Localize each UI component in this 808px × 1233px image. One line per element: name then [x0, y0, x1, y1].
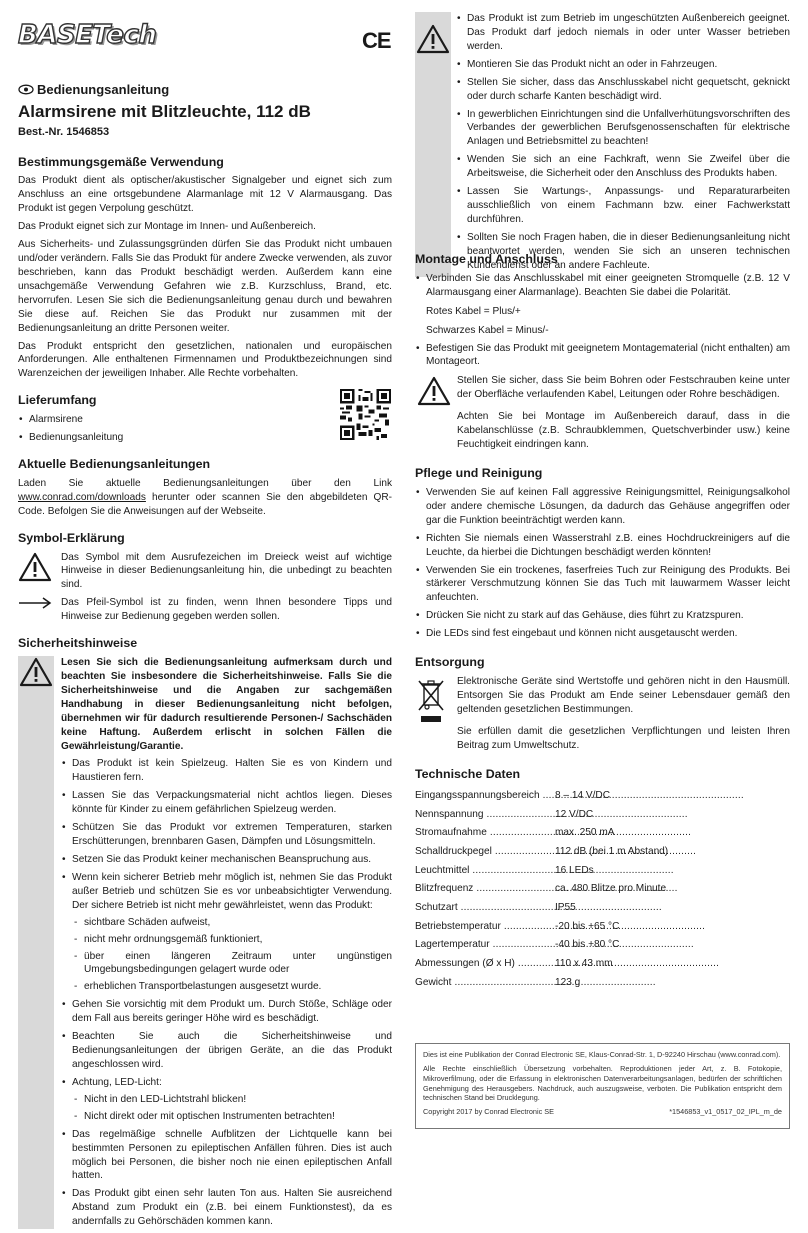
list-item: • Montieren Sie das Produkt nicht an oder in Fahrzeugen.: [456, 58, 790, 72]
spec-row: [415, 899, 790, 918]
ce-mark: CE: [362, 28, 391, 53]
spec-row: [415, 805, 790, 824]
spec-row: [415, 880, 790, 899]
list-item: • Das Produkt ist kein Spielzeug. Halten Sie es von Kindern und Haustieren fern.: [61, 757, 392, 785]
disposal-text: Elektronische Geräte sind Wertstoffe und gehören nicht in den Hausmüll. Entsorgen Sie das Produkt am Ende seiner Lebensdauer gemäß den geltenden gesetzlichen Bestimmungen.: [457, 675, 790, 715]
list-item: • Bedienungsanleitung: [18, 431, 392, 445]
spec-label: Lagertemperatur .....: [415, 938, 553, 952]
list-item: • Gehen Sie vorsichtig mit dem Produkt um. Durch Stöße, Schläge oder dem Fall aus bereits geringer Höhe wird es beschädigt.: [61, 998, 392, 1026]
eye-icon: [18, 84, 34, 95]
footer-line: Alle Rechte einschließlich Übersetzung vorbehalten. Reproduktionen jeder Art, z. B. Fotokopie, Mikroverfilmung, oder die Erfassung in elektronischen Datenverarbeitungsanlagen, bedürfen der schriftlichen Genehmigung des Herausgebers. Nachdruck, auch auszugsweise, verboten. Die Publikation entspricht dem technischen Stand bei Drucklegung.: [423, 1063, 782, 1103]
safety-heading: Sicherheitshinweise: [18, 636, 138, 651]
spec-value: 8 – 14 V/DC: [555, 789, 610, 801]
mounting-list: [415, 272, 790, 370]
list-item: • Die LEDs sind fest eingebaut und können nicht ausgetauscht werden.: [415, 627, 790, 641]
spec-row: [415, 786, 790, 805]
spec-row: [415, 955, 790, 974]
sub-item: - über einen längeren Zeitraum unter ungünstigen Umgebungsbedingungen gelagert wurde oder: [72, 950, 392, 978]
spec-value: max. 250 mA: [555, 827, 615, 839]
spec-value: ca. 480 Blitze pro Minute: [555, 883, 667, 895]
spec-label: Gewicht .....: [415, 976, 553, 990]
copyright: Copyright 2017 by Conrad Electronic SE: [423, 1107, 555, 1117]
symbols-heading: Symbol-Erklärung: [18, 530, 125, 545]
arrow-icon: [18, 597, 52, 609]
spec-row: [415, 936, 790, 955]
spec-row: [415, 843, 790, 862]
paragraph: Laden Sie aktuelle Bedienungsanleitungen über den Link www.conrad.com/downloads herunter oder scannen Sie den abgebildeten QR-Code. Befolgen Sie die Anweisungen auf der Webseite.: [18, 477, 392, 517]
spec-row: [415, 917, 790, 936]
footer-line: Dies ist eine Publikation der Conrad Electronic SE, Klaus-Conrad-Str. 1, D-92240 Hirschau (www.conrad.com).: [423, 1050, 781, 1059]
red-cable-note: Rotes Kabel = Plus/+: [426, 305, 521, 317]
spec-label: Leuchtmittel .....: [415, 864, 553, 878]
spec-label: Eingangsspannungsbereich .....: [415, 789, 553, 803]
warning-icon: [19, 657, 53, 687]
safety-list-continued: [456, 12, 790, 273]
spec-label: Betriebstemperatur .....: [415, 920, 553, 934]
list-item: • Befestigen Sie das Produkt mit geeignetem Montagematerial (nicht enthalten) am Montageort.: [415, 342, 790, 370]
qr-code[interactable]: [340, 389, 391, 440]
spec-label: Abmessungen (Ø x H) .....: [415, 957, 553, 971]
brand-logo: BASETech: [18, 20, 157, 50]
list-item: • Verwenden Sie ein trockenes, faserfreies Tuch zur Reinigung des Produkts. Bei stärkerer Verschmutzung können Sie das Tuch mit lauwarmem Wasser leicht anfeuchten.: [415, 564, 790, 606]
disposal-heading: Entsorgung: [415, 655, 485, 670]
spec-value: 112 dB (bei 1 m Abstand): [555, 845, 669, 857]
spec-label: Schutzart .....: [415, 901, 553, 915]
arrow-symbol-text: Das Pfeil-Symbol ist zu finden, wenn Ihnen besondere Tipps und Hinweise zur Bedienung gegeben werden sollen.: [61, 597, 392, 623]
paragraph: Aus Sicherheits- und Zulassungsgründen dürfen Sie das Produkt nicht umbauen und/oder verändern. Falls Sie das Produkt für andere Zwecke verwenden, als zuvor beschrieben, kann das Produkt beschädigt werden. Außerdem kann eine unsachgemäße Verwendung Gefahren wie z.B. Kurzschluss, Brand, etc. hervorrufen. Lesen Sie sich die Bedienungsanleitung genau durch und bewahren Sie diese auf. Reichen Sie das Produkt nur zusammen mit der Bedienungsanleitung an dritte Personen weiter.: [18, 239, 392, 334]
list-item: • Richten Sie niemals einen Wasserstrahl z.B. eines Hochdruckreinigers auf die Leuchte, da hierbei die Dichtungen beschädigt werden könnten!: [415, 532, 790, 560]
manual-label: Bedienungsanleitung: [18, 81, 392, 99]
weee-bin-icon: [417, 679, 445, 725]
specs-table: [415, 786, 790, 992]
list-item: • Achtung, LED-Licht: - Nicht in den LED-Lichtstrahl blicken! - Nicht direkt oder mit optischen Instrumenten betrachten!: [61, 1076, 392, 1124]
safety-list: [61, 757, 392, 1229]
warning-icon: [416, 24, 450, 54]
list-item: • Lassen Sie das Verpackungsmaterial nicht achtlos liegen. Dieses könnte für Kinder zu einem gefährlichen Spielzeug werden.: [61, 789, 392, 817]
specs-heading: Technische Daten: [415, 766, 521, 781]
intended-use-heading: Bestimmungsgemäße Verwendung: [18, 154, 224, 169]
warning-symbol-text: Das Symbol mit dem Ausrufezeichen im Dreieck weist auf wichtige Hinweise in dieser Bedienungsanleitung hin, die unbedingt zu beachten sind.: [61, 551, 392, 591]
scope-heading: Lieferumfang: [18, 393, 97, 408]
spec-row: [415, 973, 790, 992]
list-item: • Alarmsirene: [18, 413, 392, 427]
list-item: • Wenn kein sicherer Betrieb mehr möglich ist, nehmen Sie das Produkt außer Betrieb und schützen Sie es vor unbeabsichtigter Verwendung. Der sichere Betrieb ist nicht mehr gewährleistet, wenn das Produkt: - sichtbare Schäden aufweist, - nicht mehr ordnungsgemäß funktioniert, - über einen längeren Zeitraum unter ungünstigen Umgebungsbedingungen gelagert wurde oder - erheblichen Transportbelastungen ausgesetzt wurde.: [61, 871, 392, 994]
page-title: Alarmsirene mit Blitzleuchte, 112 dB: [18, 101, 311, 121]
order-number: Best.-Nr. 1546853: [18, 126, 110, 139]
spec-label: Nennspannung .....: [415, 808, 553, 822]
list-item: • Stellen Sie sicher, dass das Anschlusskabel nicht gequetscht, geknickt oder durch scharfe Kanten beschädigt wird.: [456, 76, 790, 104]
disposal-text: Sie erfüllen damit die gesetzlichen Verpflichtungen und leisten Ihren Beitrag zum Umweltschutz.: [457, 725, 790, 751]
spec-value: -40 bis +80 °C: [555, 939, 620, 951]
list-item: • Beachten Sie auch die Sicherheitshinweise und Bedienungsanleitungen der übrigen Geräte, an die das Produkt angeschlossen wird.: [61, 1030, 392, 1072]
document-code: *1546853_v1_0517_02_IPL_m_de: [669, 1107, 782, 1117]
mounting-warning: Achten Sie bei Montage im Außenbereich darauf, dass in die Kabelanschlüsse (z.B. Schraubklemmen, Quetschverbinder usw.) keine Feuchtigkeit eindringen kann.: [457, 411, 790, 451]
spec-label: Blitzfrequenz .....: [415, 882, 553, 896]
safety-intro: Lesen Sie sich die Bedienungsanleitung aufmerksam durch und beachten Sie insbesondere die Sicherheitshinweise. Falls Sie die Sicherheitshinweise und die Angaben zur sachgemäßen Handhabung in dieser Bedienungsanleitung nicht befolgen, übernehmen wir für dadurch resultierende Personen-/ Sachschäden keine Haftung. Außerdem erlischt in solchen Fällen die Gewährleistung/Garantie.: [61, 657, 392, 752]
spec-row: [415, 824, 790, 843]
paragraph: Das Produkt dient als optischer/akustischer Signalgeber und eignet sich zum Anschluss an eine ortsgebundene Alarmanlage mit 12 V Alarmausgang. Das Produkt ist gegen Verpolung geschützt.: [18, 175, 392, 215]
downloads-link[interactable]: www.conrad.com/downloads: [18, 491, 146, 503]
warning-icon: [417, 376, 451, 406]
sub-item: - erheblichen Transportbelastungen ausgesetzt wurde.: [72, 980, 392, 994]
list-item: • Das Produkt gibt einen sehr lauten Ton aus. Halten Sie ausreichend Abstand zum Produkt ein (z.B. bei einem Funktionstest), da es andernfalls zu Gehörschäden kommen kann.: [61, 1187, 392, 1229]
mounting-warning: Stellen Sie sicher, dass Sie beim Bohren oder Festschrauben keine unter der Oberfläche verlaufenden Kabel, Leitungen oder Rohre beschädigen.: [457, 375, 790, 401]
spec-value: IP55: [555, 901, 576, 913]
spec-label: Schalldruckpegel .....: [415, 845, 553, 859]
list-item: • Lassen Sie Wartungs-, Anpassungs- und Reparaturarbeiten ausschließlich von einem Fachmann bzw. einer Fachwerkstatt durchführen.: [456, 185, 790, 227]
spec-value: 12 V/DC: [555, 808, 594, 820]
safety-sidebar: [18, 656, 54, 1229]
mounting-heading: Montage und Anschluss: [415, 252, 558, 266]
paragraph: Das Produkt eignet sich zur Montage im Innen- und Außenbereich.: [18, 221, 316, 233]
black-cable-note: Schwarzes Kabel = Minus/-: [426, 324, 549, 336]
paragraph: Das Produkt entspricht den gesetzlichen, nationalen und europäischen Anforderungen. Alle enthaltenen Firmennamen und Produktbezeichnungen sind Warenzeichen der jeweiligen Inhaber. Alle Rechte vorbehalten.: [18, 340, 392, 380]
publisher-footer: [415, 1043, 790, 1129]
spec-value: 123 g: [555, 976, 581, 988]
list-item: • Sollten Sie noch Fragen haben, die in dieser Bedienungsanleitung nicht beantwortet werden, wenden Sie sich an unseren technischen Kundendienst oder an andere Fachleute.: [456, 231, 790, 273]
care-heading: Pflege und Reinigung: [415, 466, 543, 481]
spec-value: 110 x 43 mm: [555, 958, 613, 970]
spec-value: -20 bis +65 °C: [555, 920, 620, 932]
sub-item: - nicht mehr ordnungsgemäß funktioniert,: [72, 933, 392, 947]
sub-item: - Nicht in den LED-Lichtstrahl blicken!: [72, 1093, 392, 1107]
warning-icon: [18, 552, 52, 582]
sub-item: - Nicht direkt oder mit optischen Instrumenten betrachten!: [72, 1110, 392, 1124]
list-item: • Schützen Sie das Produkt vor extremen Temperaturen, starken Erschütterungen, brennbaren Gasen, Dämpfen und Lösungsmitteln.: [61, 821, 392, 849]
scope-list: [18, 413, 392, 445]
current-manuals-heading: Aktuelle Bedienungsanleitungen: [18, 457, 211, 471]
list-item: • Setzen Sie das Produkt keiner mechanischen Beanspruchung aus.: [61, 853, 392, 867]
spec-value: 16 LEDs: [555, 864, 594, 876]
list-item: • In gewerblichen Einrichtungen sind die Unfallverhütungsvorschriften des Verbandes der gewerblichen Berufsgenossenschaften für elektrische Anlagen und Betriebsmittel zu beachten!: [456, 108, 790, 150]
spec-row: [415, 861, 790, 880]
list-item: • Das Produkt ist zum Betrieb im ungeschützten Außenbereich geeignet. Das Produkt darf jedoch niemals in oder unter Wasser betrieben werden.: [456, 12, 790, 54]
list-item: • Verbinden Sie das Anschlusskabel mit einer geeigneten Stromquelle (z.B. 12 V Alarmausgang einer Alarmanlage). Beachten Sie dabei die Polarität. Rotes Kabel = Plus/+ Schwarzes Kabel = Minus/-: [415, 272, 790, 338]
spec-label: Stromaufnahme .....: [415, 826, 553, 840]
care-list: [415, 486, 790, 641]
sub-item: - sichtbare Schäden aufweist,: [72, 916, 392, 930]
list-item: • Das regelmäßige schnelle Aufblitzen der Lichtquelle kann bei bestimmten Personen zu epileptischen Anfällen führen. Dies ist auch möglich bei Personen, die bisher noch nie einen epileptischen Anfall hatten.: [61, 1128, 392, 1184]
list-item: • Drücken Sie nicht zu stark auf das Gehäuse, dies führt zu Kratzspuren.: [415, 609, 790, 623]
list-item: • Wenden Sie sich an eine Fachkraft, wenn Sie Zweifel über die Arbeitsweise, die Sicherheit oder den Anschluss des Produkts haben.: [456, 153, 790, 181]
list-item: • Verwenden Sie auf keinen Fall aggressive Reinigungsmittel, Reinigungsalkohol oder andere chemische Lösungen, da dadurch das Gehäuse angegriffen oder gar die Funktion beeinträchtigt werden kann.: [415, 486, 790, 528]
